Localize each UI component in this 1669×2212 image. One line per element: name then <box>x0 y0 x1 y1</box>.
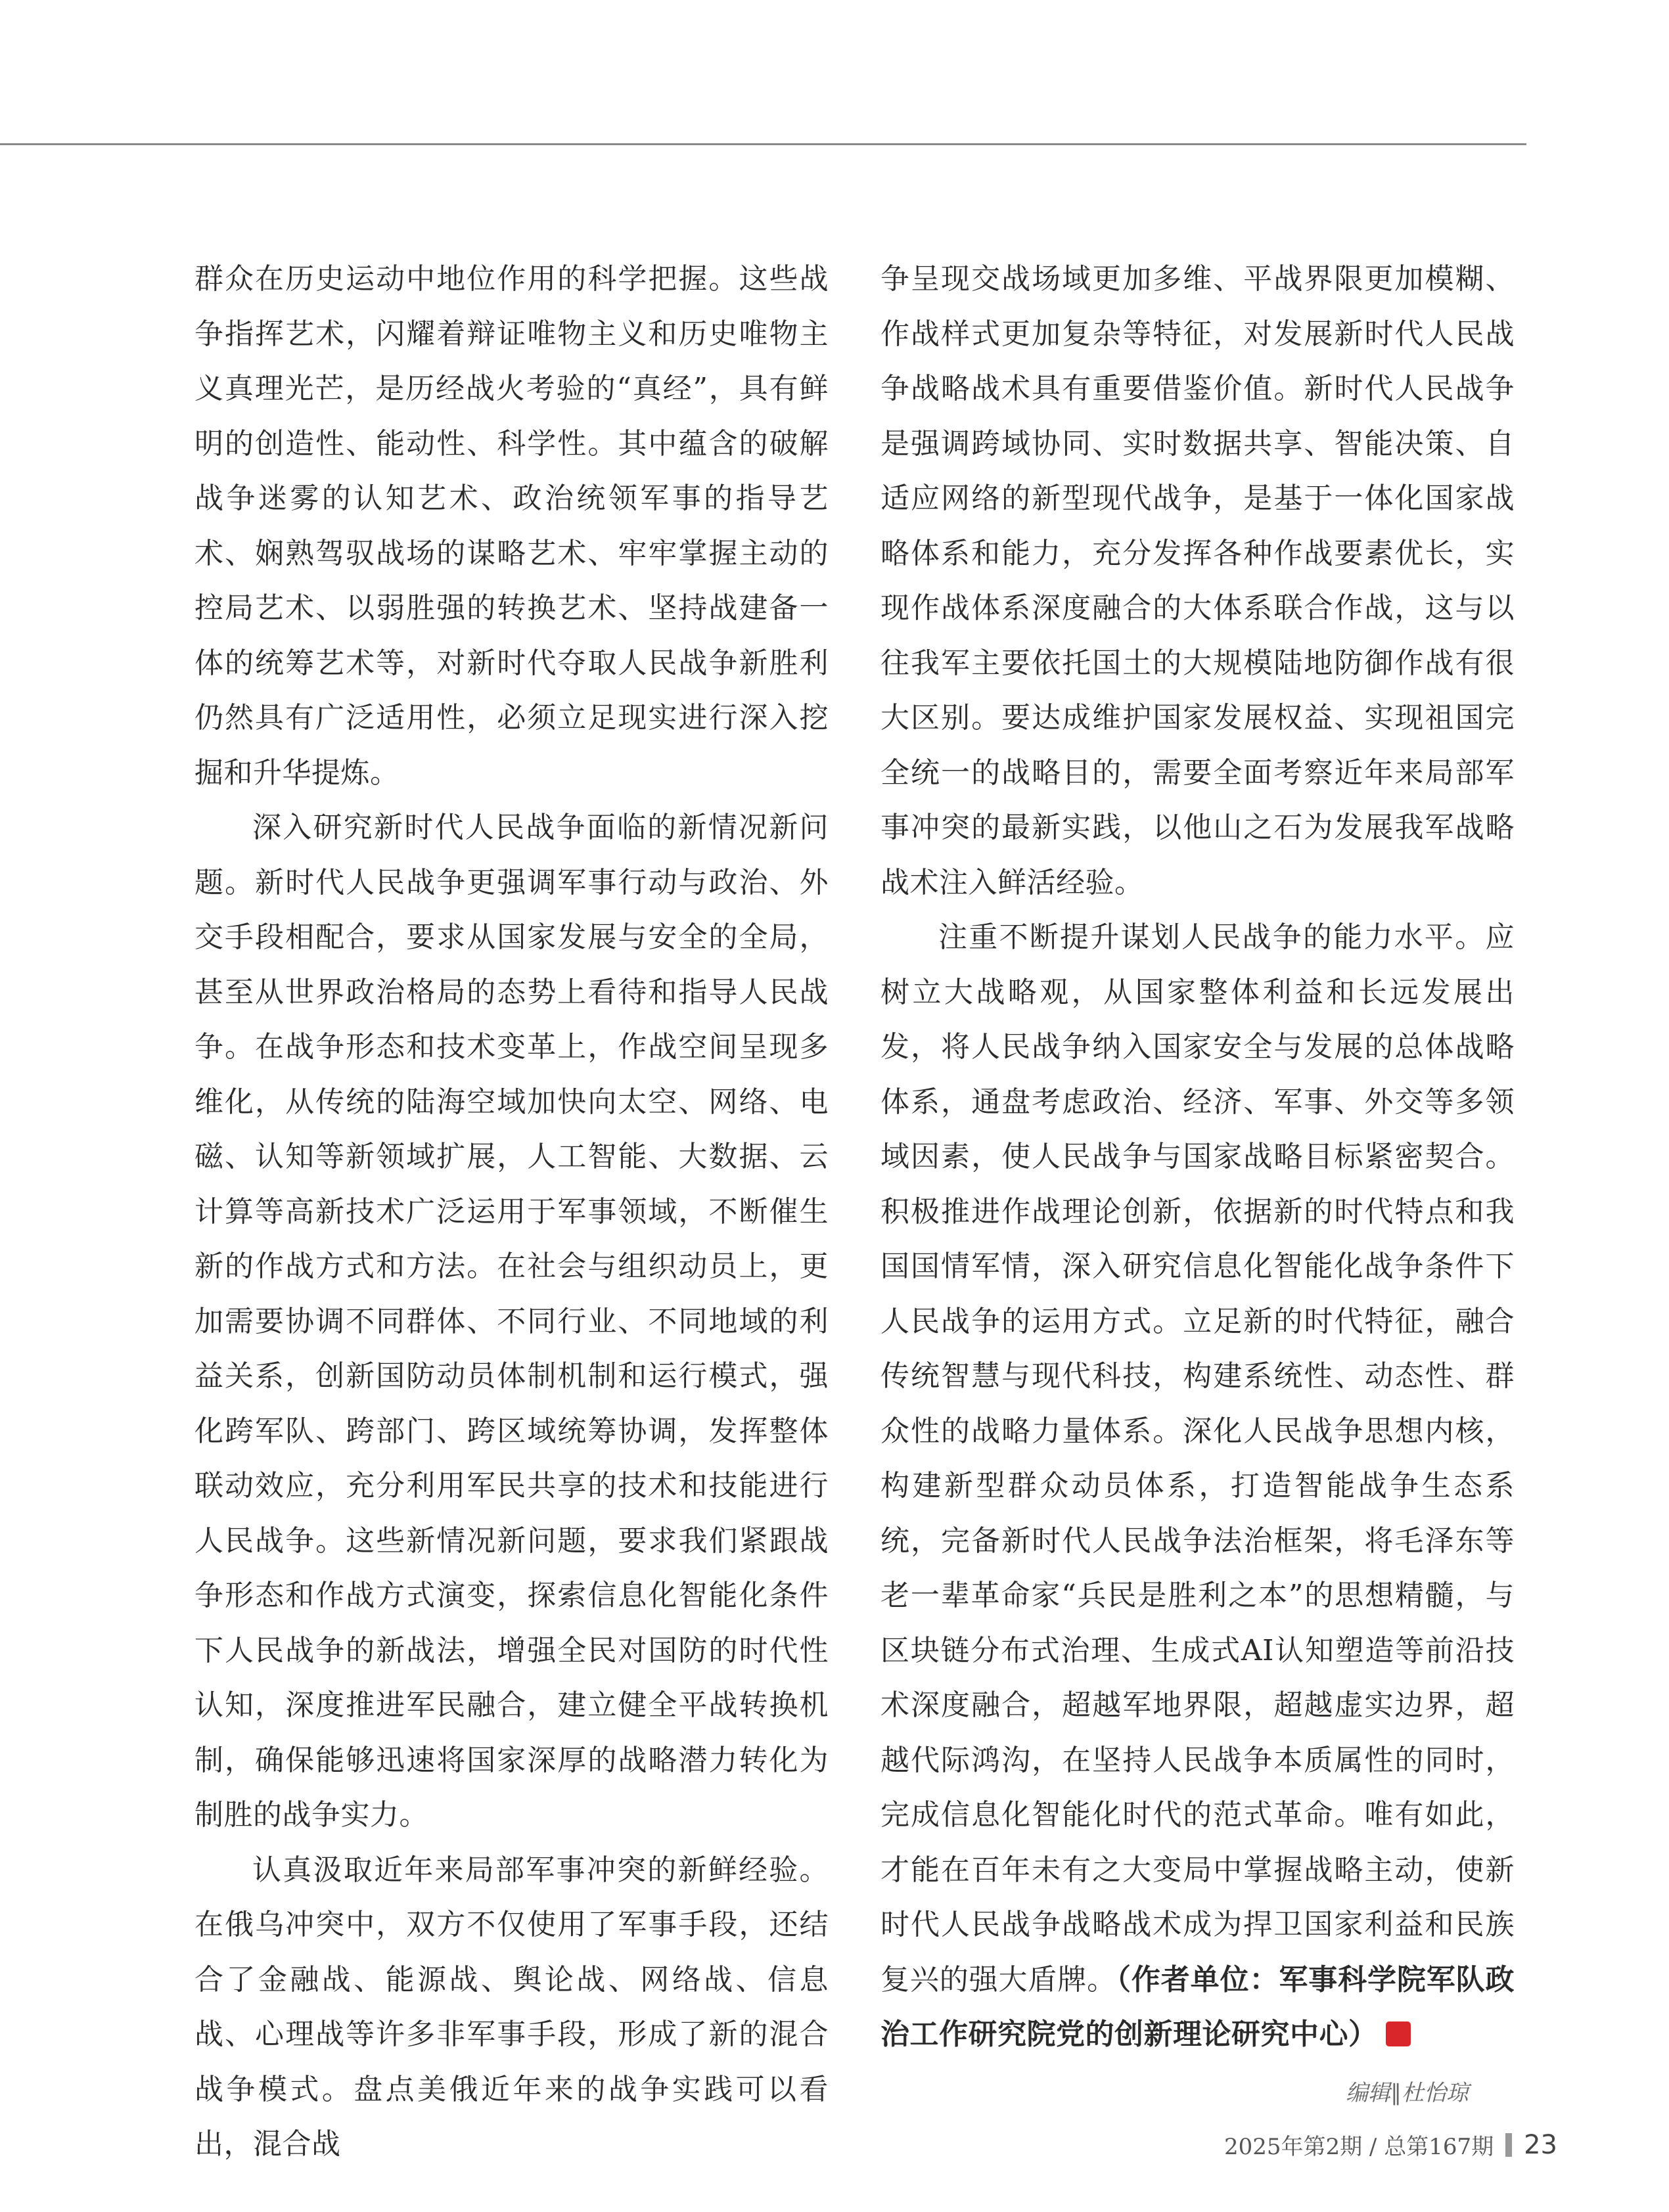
paragraph: 争呈现交战场域更加多维、平战界限更加模糊、作战样式更加复杂等特征，对发展新时代人民战争战略战术具有重要借鉴价值。新时代人民战争是强调跨域协同、实时数据共享、智能决策、自适应网络的新型现代战争，是基于一体化国家战略体系和能力，充分发挥各种作战要素优长，实现作战体系深度融合的大体系联合作战，这与以往我军主要依托国土的大规模陆地防御作战有很大区别。要达成维护国家发展权益、实现祖国完全统一的战略目的，需要全面考察近年来局部军事冲突的最新实践，以他山之石为发展我军战略战术注入鲜活经验。 <box>880 262 1515 899</box>
paragraph: 深入研究新时代人民战争面临的新情况新问题。新时代人民战争更强调军事行动与政治、外交手段相配合，要求从国家发展与安全的全局，甚至从世界政治格局的态势上看待和指导人民战争。在战争形态和技术变革上，作战空间呈现多维化，从传统的陆海空域加快向太空、网络、电磁、认知等新领域扩展，人工智能、大数据、云计算等高新技术广泛运用于军事领域，不断催生新的作战方式和方法。在社会与组织动员上，更加需要协调不同群体、不同行业、不同地域的利益关系，创新国防动员体制机制和运行模式，强化跨军队、跨部门、跨区域统筹协调，发挥整体联动效应，充分利用军民共享的技术和技能进行人民战争。这些新情况新问题，要求我们紧跟战争形态和作战方式演变，探索信息化智能化条件下人民战争的新战法，增强全民对国防的时代性认知，深度推进军民融合，建立健全平战转换机制，确保能够迅速将国家深厚的战略潜力转化为制胜的战争实力。 <box>194 811 829 1832</box>
page-footer <box>1224 2129 1557 2161</box>
paragraph-with-author-note <box>880 910 1515 2062</box>
author-affiliation: （作者单位：军事科学院军队政治工作研究院党的创新理论研究中心） <box>880 1962 1515 2051</box>
paragraph: 群众在历史运动中地位作用的科学把握。这些战争指挥艺术，闪耀着辩证唯物主义和历史唯物主义真理光芒，是历经战火考验的“真经”，具有鲜明的创造性、能动性、科学性。其中蕴含的破解战争迷雾的认知艺术、政治统领军事的指导艺术、娴熟驾驭战场的谋略艺术、牢牢掌握主动的控局艺术、以弱胜强的转换艺术、坚持战建备一体的统筹艺术等，对新时代夺取人民战争新胜利仍然具有广泛适用性，必须立足现实进行深入挖掘和升华提炼。 <box>194 262 829 790</box>
page-number: 23 <box>1524 2129 1557 2160</box>
editor-credit: 编辑∥杜怡琼 <box>1346 2080 1469 2106</box>
issue-info: 2025年第2期 / 总第167期 <box>1223 2134 1494 2160</box>
paragraph: 认真汲取近年来局部军事冲突的新鲜经验。在俄乌冲突中，双方不仅使用了军事手段，还结合了金融战、能源战、舆论战、网络战、信息战、心理战等许多非军事手段，形成了新的混合战争模式。盘点美俄近年来的战争实践可以看出，混合战 <box>194 1853 829 2161</box>
footer-separator <box>1505 2133 1512 2157</box>
end-mark-icon: G <box>1386 2021 1411 2046</box>
header-rule <box>0 143 1526 145</box>
paragraph-text: 注重不断提升谋划人民战争的能力水平。应树立大战略观，从国家整体利益和长远发展出发，将人民战争纳入国家安全与发展的总体战略体系，通盘考虑政治、经济、军事、外交等多领域因素，使人民战争与国家战略目标紧密契合。积极推进作战理论创新，依据新的时代特点和我国国情军情，深入研究信息化智能化战争条件下人民战争的运用方式。立足新的时代特征，融合传统智慧与现代科技，构建系统性、动态性、群众性的战略力量体系。深化人民战争思想内核，构建新型群众动员体系，打造智能战争生态系统，完备新时代人民战争法治框架，将毛泽东等老一辈革命家“兵民是胜利之本”的思想精髓，与区块链分布式治理、生成式AI认知塑造等前沿技术深度融合，超越军地界限，超越虚实边界，超越代际鸿沟，在坚持人民战争本质属性的同时，完成信息化智能化时代的范式革命。唯有如此，才能在百年未有之大变局中掌握战略主动，使新时代人民战争战略战术成为捍卫国家利益和民族复兴的强大盾牌。 <box>880 920 1515 1997</box>
left-column <box>194 252 829 2172</box>
right-column <box>880 252 1515 2062</box>
